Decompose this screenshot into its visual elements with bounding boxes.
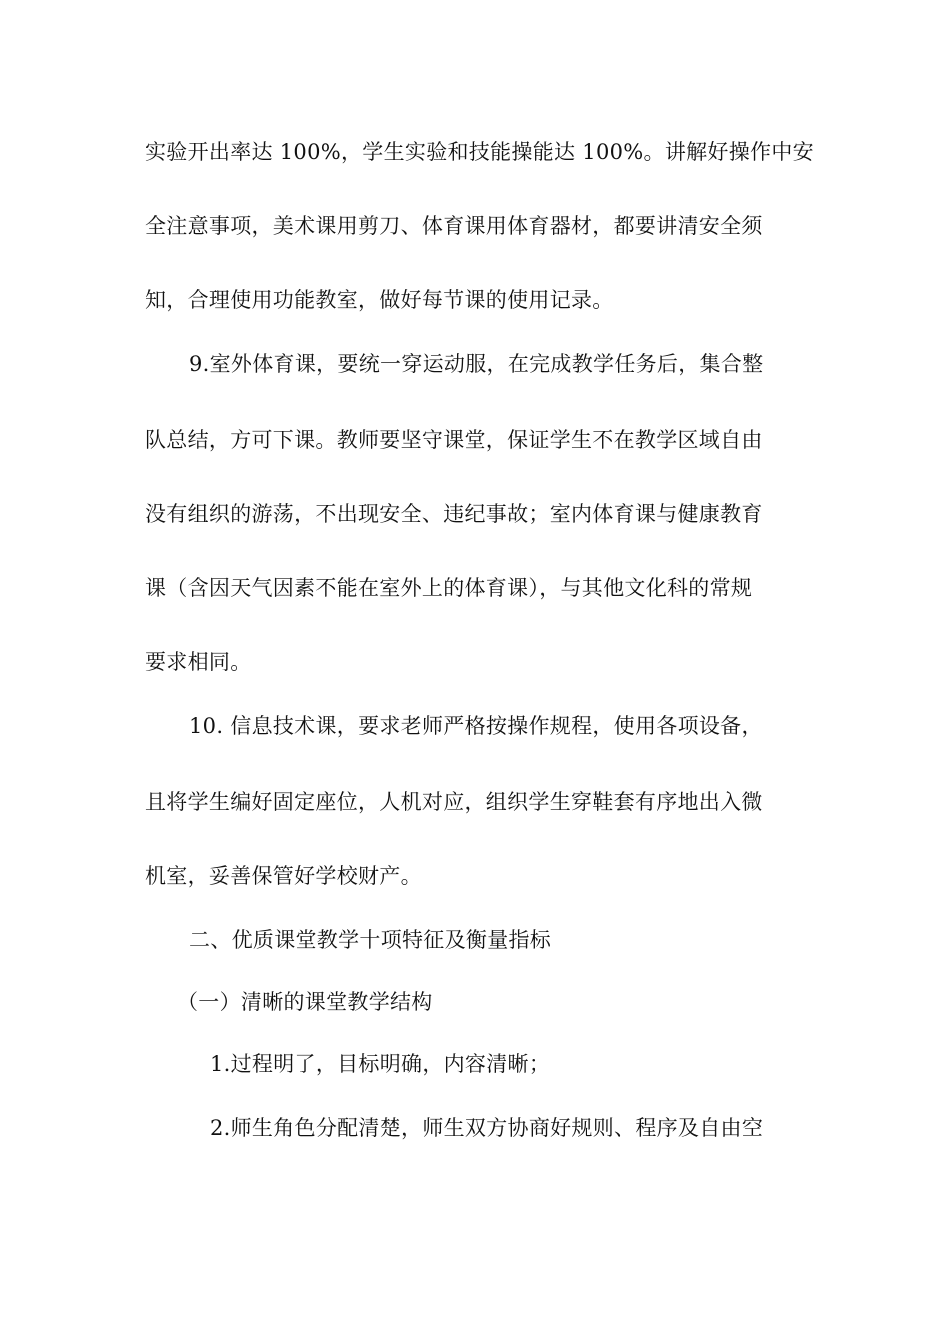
paragraph-line: 队总结，方可下课。教师要坚守课堂，保证学生不在教学区域自由 — [145, 428, 763, 452]
paragraph-line: 10. 信息技术课，要求老师严格按操作规程，使用各项设备， — [189, 714, 763, 738]
paragraph-line: 知，合理使用功能教室，做好每节课的使用记录。 — [145, 288, 614, 312]
paragraph-line: 没有组织的游荡，不出现安全、违纪事故；室内体育课与健康教育 — [145, 502, 763, 526]
paragraph-line: 且将学生编好固定座位，人机对应，组织学生穿鞋套有序地出入微 — [145, 790, 763, 814]
list-item: 2.师生角色分配清楚，师生双方协商好规则、程序及自由空 — [210, 1116, 764, 1140]
paragraph-line: 9.室外体育课，要统一穿运动服，在完成教学任务后，集合整 — [189, 352, 764, 376]
paragraph-line: 实验开出率达 100%，学生实验和技能操能达 100%。讲解好操作中安 — [145, 140, 814, 164]
subsection-heading: （一）清晰的课堂教学结构 — [177, 990, 433, 1014]
list-item: 1.过程明了，目标明确，内容清晰； — [210, 1052, 551, 1076]
paragraph-line: 全注意事项，美术课用剪刀、体育课用体育器材，都要讲清安全须 — [145, 214, 763, 238]
paragraph-line: 课（含因天气因素不能在室外上的体育课），与其他文化科的常规 — [145, 576, 753, 600]
section-heading: 二、优质课堂教学十项特征及衡量指标 — [189, 928, 552, 952]
paragraph-line: 机室，妥善保管好学校财产。 — [145, 864, 422, 888]
paragraph-line: 要求相同。 — [145, 650, 252, 674]
